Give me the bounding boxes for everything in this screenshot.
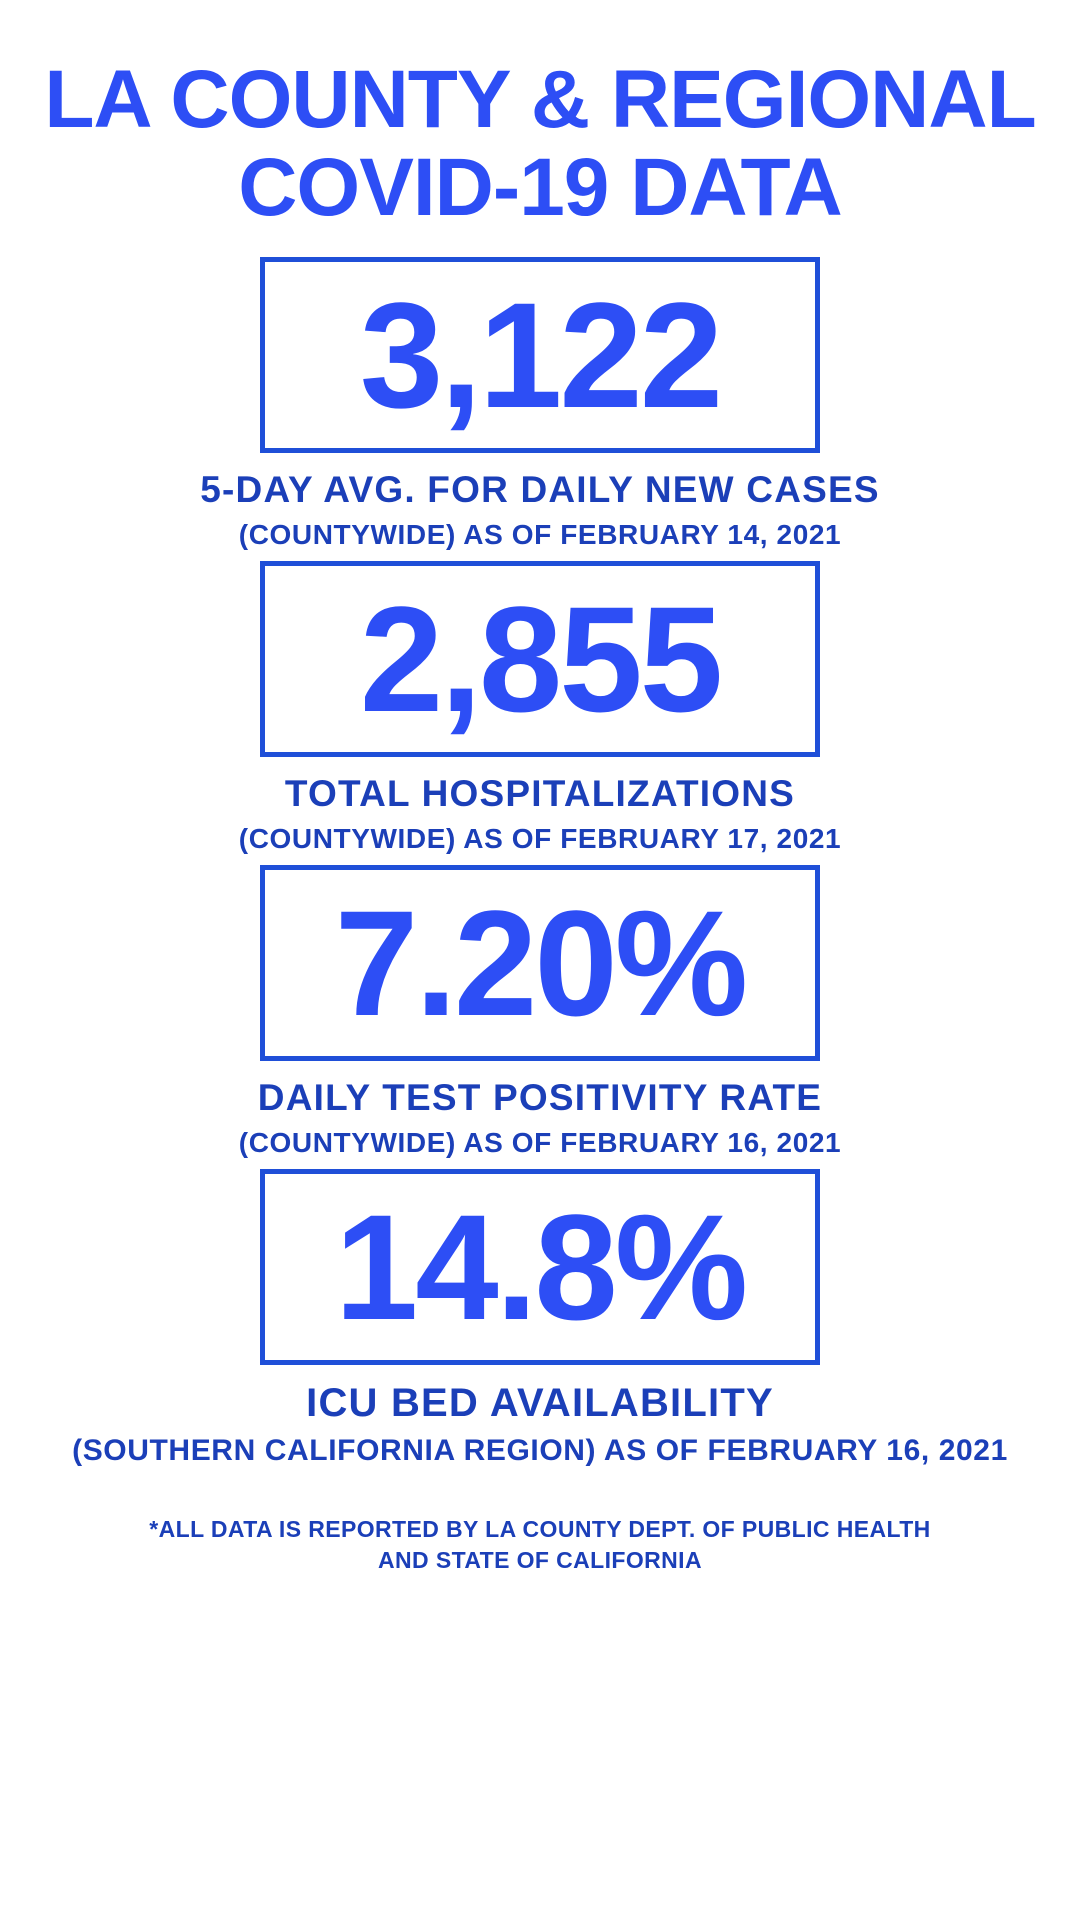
stat-label: DAILY TEST POSITIVITY RATE bbox=[257, 1077, 823, 1119]
stat-sublabel: (COUNTYWIDE) AS OF FEBRUARY 17, 2021 bbox=[238, 823, 842, 855]
title-line-1: LA COUNTY & REGIONAL bbox=[44, 54, 1036, 145]
stat-icu-bed-availability bbox=[40, 1169, 1040, 1468]
footnote-line-1: *ALL DATA IS REPORTED BY LA COUNTY DEPT. OF PUBLIC HEALTH bbox=[149, 1516, 931, 1543]
title-line-2: COVID-19 DATA bbox=[238, 141, 842, 233]
stat-total-hospitalizations bbox=[40, 561, 1040, 855]
footnote-line-2: AND STATE OF CALIFORNIA bbox=[378, 1547, 702, 1574]
page-title bbox=[44, 54, 1036, 233]
stat-daily-new-cases bbox=[40, 257, 1040, 551]
stat-value: 7.20% bbox=[334, 879, 746, 1048]
stat-label: TOTAL HOSPITALIZATIONS bbox=[284, 773, 796, 815]
stat-value-box bbox=[260, 257, 820, 453]
stat-sublabel: (COUNTYWIDE) AS OF FEBRUARY 14, 2021 bbox=[238, 519, 842, 551]
stat-value-box bbox=[260, 865, 820, 1061]
footnote bbox=[149, 1514, 930, 1576]
stat-value: 2,855 bbox=[359, 575, 721, 744]
stat-label: ICU BED AVAILABILITY bbox=[306, 1381, 774, 1426]
stat-value-box bbox=[260, 1169, 820, 1365]
stat-value-box bbox=[260, 561, 820, 757]
stat-value: 14.8% bbox=[334, 1183, 746, 1352]
stat-test-positivity-rate bbox=[40, 865, 1040, 1159]
stat-sublabel: (SOUTHERN CALIFORNIA REGION) AS OF FEBRUARY 16, 2021 bbox=[72, 1434, 1008, 1468]
stat-sublabel: (COUNTYWIDE) AS OF FEBRUARY 16, 2021 bbox=[238, 1127, 842, 1159]
stats-list bbox=[40, 257, 1040, 1478]
stat-value: 3,122 bbox=[359, 271, 721, 440]
stat-label: 5-DAY AVG. FOR DAILY NEW CASES bbox=[200, 469, 880, 511]
